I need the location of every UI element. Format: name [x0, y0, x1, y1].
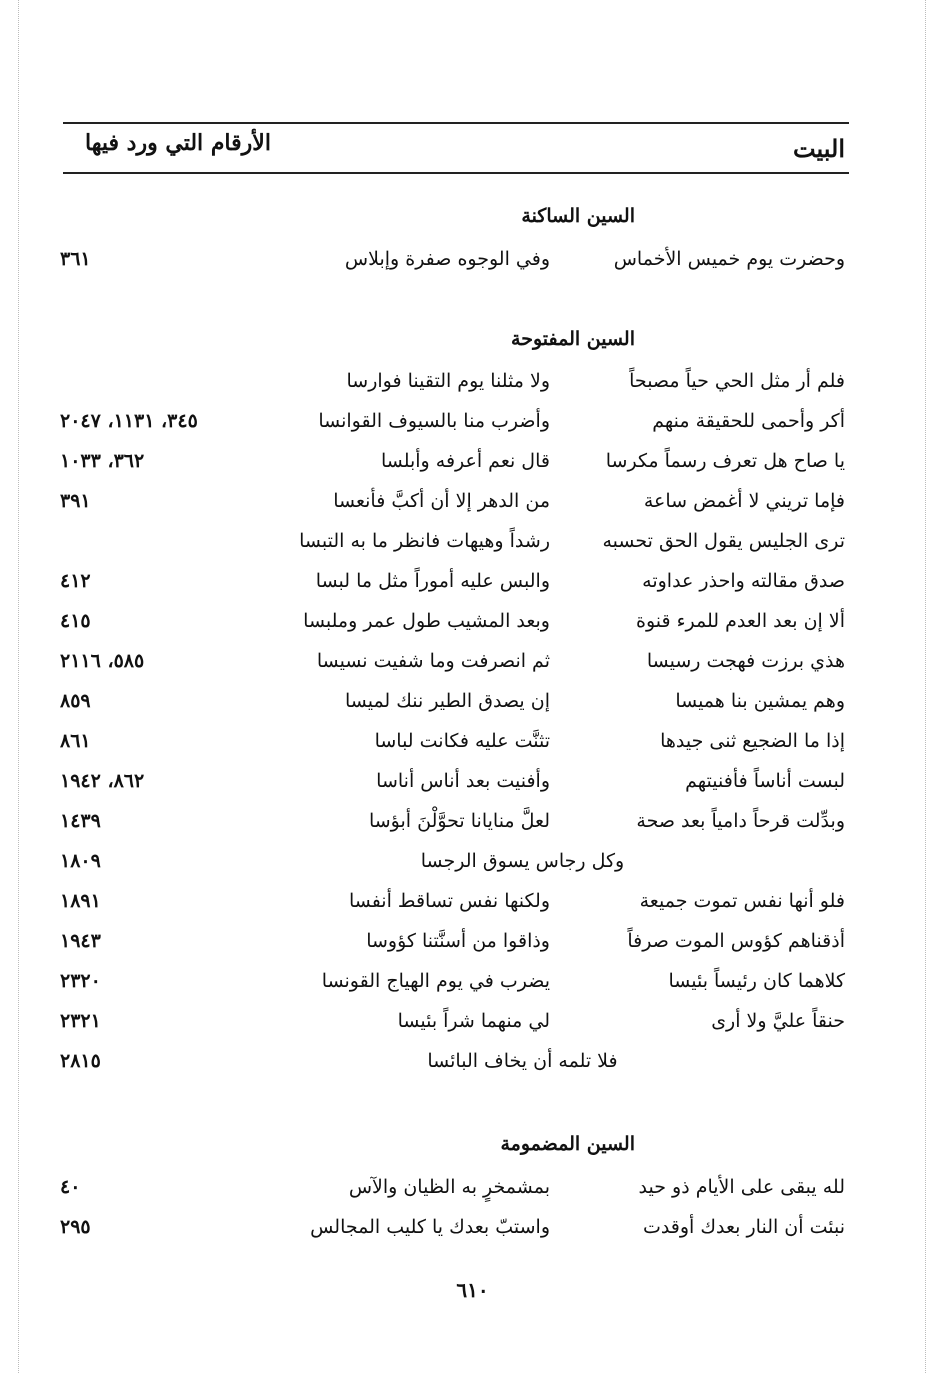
hemistich-second: قال نعم أعرفه وأبلسا — [380, 450, 550, 472]
single-hemistich: وكل رجاس يسوق الرجسا — [420, 850, 625, 872]
reference-numbers: ١٩٤٣ — [60, 930, 101, 952]
hemistich-first: لبست أناساً فأفنيتهم — [685, 770, 845, 792]
verse-row — [0, 690, 945, 730]
reference-numbers: ٣٩١ — [60, 490, 91, 512]
reference-numbers: ٥٨٥، ٢١١٦ — [60, 650, 145, 672]
verse-row — [0, 970, 945, 1010]
hemistich-second: ثم انصرفت وما شفيت نسيسا — [316, 650, 550, 672]
hemistich-first: هذي برزت فهجت رسيسا — [646, 650, 845, 672]
hemistich-second: رشداً وهيهات فانظر ما به التبسا — [299, 530, 550, 552]
hemistich-first: وحضرت يوم خميس الأخماس — [613, 248, 845, 270]
reference-numbers: ٢٩٥ — [60, 1216, 91, 1238]
verse-row — [0, 610, 945, 650]
hemistich-first: كلاهما كان رئيساً بئيسا — [668, 970, 845, 992]
hemistich-second: من الدهر إلا أن أكبَّ فأنعسا — [333, 490, 550, 512]
reference-numbers: ١٨٠٩ — [60, 850, 101, 872]
hemistich-first: إذا ما الضجيع ثنى جيدها — [660, 730, 845, 752]
verse-row-single — [0, 850, 945, 890]
hemistich-second: يضرب في يوم الهياج القونسا — [321, 970, 550, 992]
hemistich-first: صدق مقالته واحذر عداوته — [642, 570, 845, 592]
header-bottom-rule — [63, 172, 849, 174]
column-header-refs: الأرقام التي ورد فيها — [85, 130, 271, 156]
verse-row — [0, 410, 945, 450]
section-title-maftuha: السين المفتوحة — [511, 328, 635, 350]
hemistich-second: واستبّ بعدك يا كليب المجالس — [310, 1216, 550, 1238]
verse-row-single — [0, 1050, 945, 1090]
header-top-rule — [63, 122, 849, 124]
reference-numbers: ٢٨١٥ — [60, 1050, 101, 1072]
verse-row — [0, 890, 945, 930]
verse-row — [0, 530, 945, 570]
hemistich-first: ألا إن بعد العدم للمرء قنوة — [635, 610, 845, 632]
reference-numbers: ٤٠ — [60, 1176, 81, 1198]
hemistich-second: والبس عليه أموراً مثل ما لبسا — [315, 570, 550, 592]
hemistich-second: وأفنيت بعد أناس أناسا — [376, 770, 550, 792]
verse-row — [0, 450, 945, 490]
verse-row — [0, 1010, 945, 1050]
verse-row — [0, 1216, 945, 1256]
reference-numbers: ٣٦١ — [60, 248, 91, 270]
reference-numbers: ١٤٣٩ — [60, 810, 101, 832]
reference-numbers: ٣٤٥، ١١٣١، ٢٠٤٧ — [60, 410, 198, 432]
hemistich-second: ولا مثلنا يوم التقينا فوارسا — [346, 370, 550, 392]
hemistich-second: لعلَّ منايانا تحوَّلْنَ أبؤسا — [368, 810, 550, 832]
reference-numbers: ٨٥٩ — [60, 690, 91, 712]
reference-numbers: ٢٣٢١ — [60, 1010, 101, 1032]
hemistich-first: حنقاً عليَّ ولا أرى — [711, 1010, 845, 1032]
hemistich-first: وهم يمشين بنا هميسا — [675, 690, 845, 712]
hemistich-first: فلو أنها نفس تموت جميعة — [639, 890, 845, 912]
hemistich-first: وبدِّلت قرحاً دامياً بعد صحة — [636, 810, 845, 832]
hemistich-second: وفي الوجوه صفرة وإبلاس — [344, 248, 550, 270]
hemistich-first: لله يبقى على الأيام ذو حيد — [638, 1176, 845, 1198]
hemistich-second: وذاقوا من أسنَّتنا كؤوسا — [366, 930, 550, 952]
hemistich-first: أكر وأحمى للحقيقة منهم — [652, 410, 845, 432]
single-hemistich: فلا تلمه أن يخاف البائسا — [427, 1050, 618, 1072]
reference-numbers: ٣٦٢، ١٠٣٣ — [60, 450, 145, 472]
verse-row — [0, 1176, 945, 1216]
section-title-madmuma: السين المضمومة — [500, 1133, 635, 1155]
hemistich-second: إن يصدق الطير ننك لميسا — [344, 690, 550, 712]
hemistich-second: لي منهما شراً بئيسا — [397, 1010, 550, 1032]
verse-row — [0, 770, 945, 810]
reference-numbers: ٨٦١ — [60, 730, 91, 752]
verse-row — [0, 248, 945, 288]
verse-row — [0, 370, 945, 410]
verse-row — [0, 930, 945, 970]
hemistich-second: وأضرب منا بالسيوف القوانسا — [318, 410, 550, 432]
reference-numbers: ١٨٩١ — [60, 890, 101, 912]
reference-numbers: ٢٣٢٠ — [60, 970, 101, 992]
hemistich-second: وبعد المشيب طول عمر وملبسا — [303, 610, 550, 632]
column-header-verse: البيت — [792, 134, 845, 163]
hemistich-first: ترى الجليس يقول الحق تحسبه — [602, 530, 845, 552]
page-number: ٦١٠ — [456, 1278, 489, 1302]
hemistich-first: أذقناهم كؤوس الموت صرفاً — [627, 930, 845, 952]
verse-row — [0, 650, 945, 690]
hemistich-second: بمشمخرٍ به الظيان والآس — [348, 1176, 550, 1198]
verse-row — [0, 810, 945, 850]
reference-numbers: ٤١٥ — [60, 610, 91, 632]
section-title-sakina: السين الساكنة — [521, 205, 635, 227]
reference-numbers: ٤١٢ — [60, 570, 91, 592]
reference-numbers: ٨٦٢، ١٩٤٢ — [60, 770, 145, 792]
hemistich-second: ولكنها نفس تساقط أنفسا — [348, 890, 550, 912]
verse-row — [0, 490, 945, 530]
hemistich-first: نبئت أن النار بعدك أوقدت — [642, 1216, 845, 1238]
hemistich-first: فإما تريني لا أغمض ساعة — [643, 490, 845, 512]
hemistich-first: يا صاح هل تعرف رسماً مكرسا — [605, 450, 845, 472]
hemistich-first: فلم أر مثل الحي حياً مصبحاً — [629, 370, 845, 392]
verse-row — [0, 570, 945, 610]
hemistich-second: تثنَّت عليه فكانت لباسا — [374, 730, 550, 752]
verse-row — [0, 730, 945, 770]
